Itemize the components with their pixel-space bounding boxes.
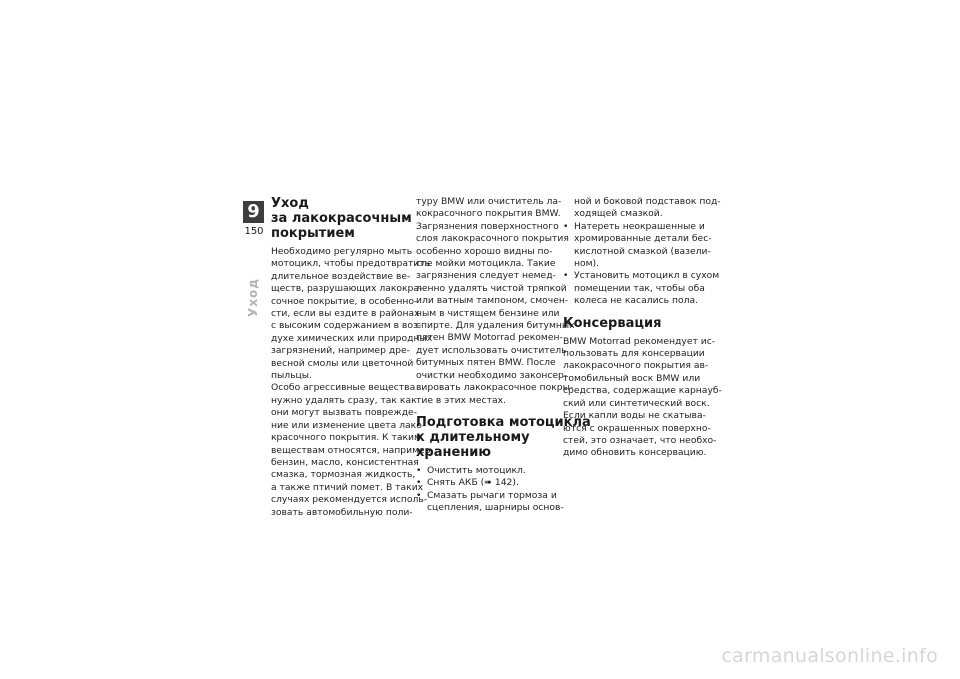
text-line: Если капли воды не скатыва-: [563, 410, 706, 422]
heading-line: покрытием: [271, 226, 355, 241]
chapter-number-badge: 9: [243, 201, 264, 223]
text-line: ленно удалять чистой тряпкой: [416, 282, 567, 294]
column-1: [271, 196, 433, 519]
text-line: Загрязнения поверхностного: [416, 220, 559, 232]
column-2: [416, 196, 591, 515]
text-line: сти, если вы ездите в районах: [271, 308, 420, 320]
text-line: спирте. Для удаления битумных: [416, 320, 575, 332]
storage-steps-list: [416, 464, 564, 515]
text-line: смазка, тормозная жидкость,: [271, 469, 416, 481]
text-line: ществ, разрушающих лакокра-: [271, 283, 423, 295]
text-line: слоя лакокрасочного покрытия: [416, 233, 569, 245]
page-number: 150: [244, 226, 264, 237]
text-line: дует использовать очиститель: [416, 344, 567, 356]
list-item-continuation: кислотной смазкой (вазели-: [574, 245, 711, 257]
text-line: лакокрасочного покрытия ав-: [563, 360, 709, 372]
text-line: а также птичий помет. В таких: [271, 481, 424, 493]
list-item: • Очистить мотоцикл.: [416, 465, 554, 477]
preservation-text: [563, 335, 722, 460]
list-item: • Натереть неокрашенные и: [563, 221, 701, 233]
text-line: они могут вызвать поврежде-: [271, 407, 418, 419]
text-line: тие в этих местах.: [416, 394, 506, 406]
list-item-continuation: колеса не касались пола.: [574, 295, 699, 307]
text-line: весной смолы или цветочной: [271, 357, 414, 369]
text-line: духе химических или природных: [271, 332, 433, 344]
text-line: стей, это означает, что необхо-: [563, 434, 717, 446]
list-item: • Снять АКБ (➠ 142).: [416, 477, 554, 489]
text-line: ние или изменение цвета лако-: [271, 419, 426, 431]
text-line: сочное покрытие, в особенно-: [271, 295, 418, 307]
watermark-text: carmanualsonline.info: [721, 645, 938, 667]
text-line: средства, содержащие карнауб-: [563, 385, 722, 397]
list-item-continuation: ном).: [574, 258, 600, 270]
text-line: красочного покрытия. К таким: [271, 432, 421, 444]
heading-line: к длительному: [416, 429, 530, 445]
text-line: загрязнения следует немед-: [416, 270, 556, 282]
text-line: с высоким содержанием в воз-: [271, 320, 422, 332]
text-line: ным в чистящем бензине или: [416, 307, 560, 319]
heading-line: хранению: [416, 444, 491, 460]
text-line: зовать автомобильную поли-: [271, 506, 413, 518]
text-line: ются с окрашенных поверхно-: [563, 422, 711, 434]
heading-line: Консервация: [563, 315, 662, 331]
text-line: веществам относятся, например: [271, 444, 431, 456]
heading-line: Уход: [271, 196, 309, 211]
text-line: пользовать для консервации: [563, 348, 705, 360]
list-item-continuation: сцепления, шарниры основ-: [427, 502, 564, 514]
chapter-side-label: Уход: [246, 278, 260, 317]
text-line: нужно удалять сразу, так как: [271, 394, 417, 406]
text-line: длительное воздействие ве-: [271, 270, 411, 282]
text-line: сле мойки мотоцикла. Такие: [416, 258, 556, 270]
text-line: случаях рекомендуется исполь-: [271, 494, 428, 506]
paint-care-text: [271, 246, 433, 519]
text-line: очистки необходимо законсер-: [416, 369, 568, 381]
text-line: Необходимо регулярно мыть: [271, 246, 413, 257]
text-line: димо обновить консервацию.: [563, 447, 707, 459]
text-line: ходящей смазкой.: [574, 208, 663, 220]
text-line: бензин, масло, консистентная: [271, 456, 419, 468]
storage-steps-list-continued: [563, 220, 720, 308]
text-line: Особо агрессивные вещества: [271, 382, 416, 394]
heading-preservation: [563, 316, 701, 331]
text-line: томобильный воск BMW или: [563, 372, 701, 384]
list-item: • Установить мотоцикл в сухом: [563, 270, 701, 282]
text-line: кокрасочного покрытия BMW.: [416, 208, 561, 220]
text-line: пятен BMW Motorrad рекомен-: [416, 332, 563, 344]
list-item-continuation: хромированные детали бес-: [574, 233, 712, 245]
text-line: мотоцикл, чтобы предотвратить: [271, 258, 431, 270]
text-line: или ватным тампоном, смочен-: [416, 295, 569, 307]
storage-step-continued: [563, 196, 721, 221]
text-line: ной и боковой подставок под-: [574, 196, 721, 207]
text-line: ский или синтетический воск.: [563, 397, 710, 409]
text-line: вировать лакокрасочное покры-: [416, 382, 574, 394]
paint-care-text-continued: [416, 196, 575, 407]
text-line: загрязнений, например дре-: [271, 345, 410, 357]
list-item: • Смазать рычаги тормоза и: [416, 490, 554, 502]
heading-line: Подготовка мотоцикла: [416, 414, 591, 430]
text-line: битумных пятен BMW. После: [416, 357, 556, 369]
column-3: [563, 196, 722, 460]
text-line: туру BMW или очиститель ла-: [416, 196, 562, 207]
heading-line: за лакокрасочным: [271, 211, 412, 226]
heading-paint-care: [271, 196, 412, 241]
list-item-continuation: помещении так, чтобы оба: [574, 282, 705, 294]
heading-storage-preparation: [416, 414, 591, 460]
text-line: BMW Motorrad рекомендует ис-: [563, 335, 716, 347]
text-line: пыльцы.: [271, 370, 312, 382]
text-line: особенно хорошо видны по-: [416, 245, 553, 257]
